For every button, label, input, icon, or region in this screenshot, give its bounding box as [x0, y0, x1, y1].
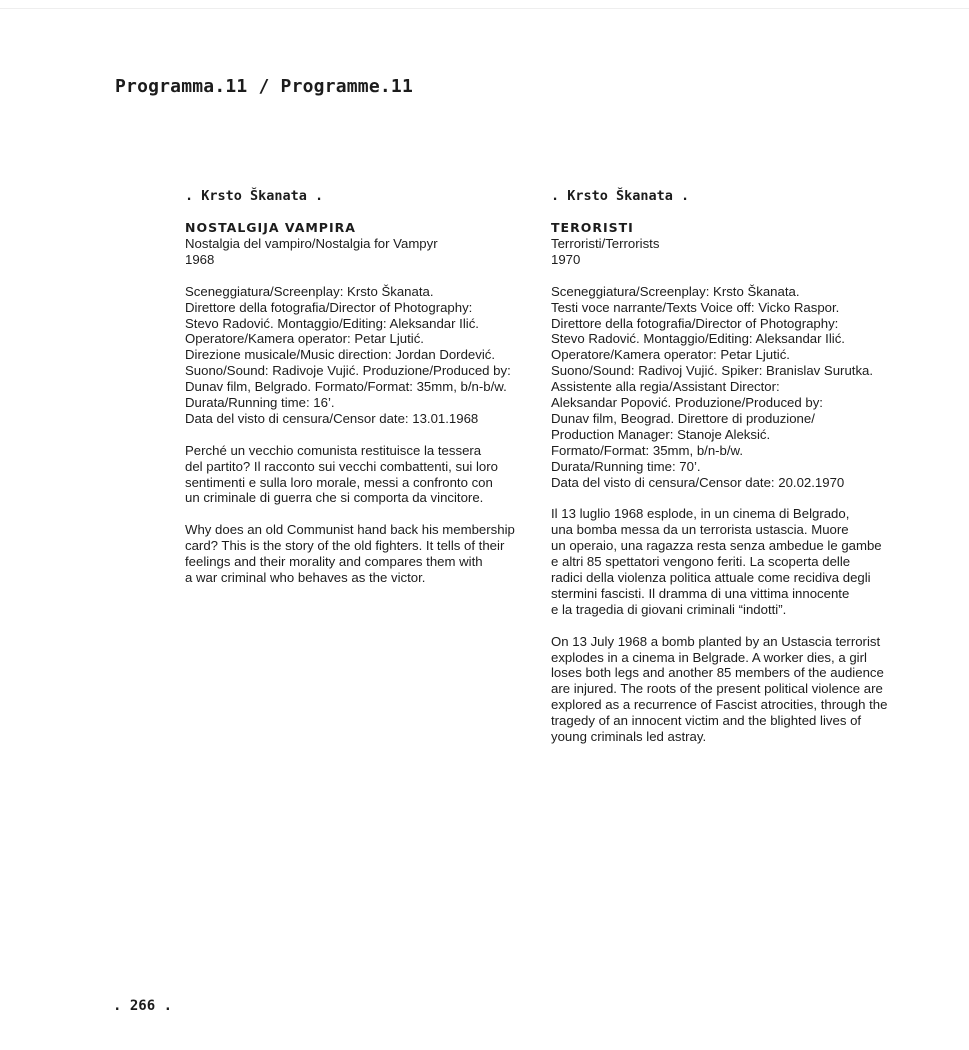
director-name: . Krsto Škanata . — [185, 188, 324, 204]
synopsis-line: Why does an old Communist hand back his membership — [185, 522, 515, 538]
synopsis-line: radici della violenza politica attuale come recidiva degli — [551, 570, 871, 585]
synopsis-line: Perché un vecchio comunista restituisce la tessera — [185, 442, 482, 458]
film-year: 1970 — [551, 251, 581, 267]
synopsis-line: una bomba messa da un terrorista ustascia. Muore — [551, 522, 849, 538]
synopsis-line: are injured. The roots of the present political violence are — [551, 681, 883, 697]
synopsis-english — [551, 634, 911, 745]
film-subtitle: Nostalgia del vampiro/Nostalgia for Vampyr — [185, 236, 438, 251]
synopsis-line: a war criminal who behaves as the victor. — [185, 569, 426, 585]
synopsis-line: Il 13 luglio 1968 esplode, in un cinema di Belgrado, — [551, 506, 850, 522]
page-top-edge — [0, 8, 969, 9]
synopsis-italian — [185, 443, 545, 507]
credit-line: Sceneggiatura/Screenplay: Krsto Škanata. — [185, 283, 434, 299]
credit-line: Sceneggiatura/Screenplay: Krsto Škanata. — [551, 283, 800, 299]
film-title: TERORISTI — [551, 220, 634, 235]
credit-line: Production Manager: Stanoje Aleksić. — [551, 426, 771, 442]
page-title: Programma.11 / Programme.11 — [115, 76, 413, 97]
credits-block — [551, 284, 911, 491]
credit-line: Durata/Running time: 70’. — [551, 458, 701, 474]
credit-line: Stevo Radović. Montaggio/Editing: Aleksandar Ilić. — [551, 331, 845, 347]
synopsis-line: loses both legs and another 85 members of the audience — [551, 665, 884, 681]
credit-line: Operatore/Kamera operator: Petar Ljutić. — [185, 331, 424, 347]
synopsis-line: stermini fascisti. Il dramma di una vittima innocente — [551, 585, 850, 601]
film-year: 1968 — [185, 251, 215, 267]
credit-line: Dunav film, Beograd. Direttore di produzione/ — [551, 410, 815, 426]
credit-line: Stevo Radović. Montaggio/Editing: Aleksandar Ilić. — [185, 315, 479, 331]
synopsis-line: sentimenti e sulla loro morale, messi a confronto con — [185, 474, 493, 490]
synopsis-italian — [551, 506, 911, 617]
director-name: . Krsto Škanata . — [551, 188, 690, 204]
credit-line: Durata/Running time: 16’. — [185, 395, 335, 411]
credit-line: Testi voce narrante/Texts Voice off: Vicko Raspor. — [551, 299, 840, 315]
synopsis-line: On 13 July 1968 a bomb planted by an Ustascia terrorist — [551, 633, 881, 649]
synopsis-line: e la tragedia di giovani criminali “indotti”. — [551, 601, 787, 617]
credit-line: Direttore della fotografia/Director of Photography: — [551, 315, 839, 331]
film-entry-left — [185, 186, 545, 586]
synopsis-line: young criminals led astray. — [551, 729, 707, 745]
film-entry-right — [551, 186, 911, 745]
synopsis-english — [185, 522, 545, 586]
synopsis-line: feelings and their morality and compares them with — [185, 554, 483, 570]
credit-line: Data del visto di censura/Censor date: 13.01.1968 — [185, 410, 479, 426]
synopsis-line: card? This is the story of the old fighters. It tells of their — [185, 538, 505, 554]
credit-line: Data del visto di censura/Censor date: 20.02.1970 — [551, 474, 845, 490]
synopsis-line: explodes in a cinema in Belgrade. A worker dies, a girl — [551, 649, 867, 665]
synopsis-line: explored as a recurrence of Fascist atrocities, through the — [551, 697, 888, 713]
credit-line: Aleksandar Popović. Produzione/Produced by: — [551, 395, 823, 411]
credit-line: Suono/Sound: Radivoj Vujić. Spiker: Branislav Surutka. — [551, 363, 874, 379]
film-subtitle: Terroristi/Terrorists — [551, 236, 660, 251]
synopsis-line: e altri 85 spettatori vengono feriti. La scoperta delle — [551, 554, 851, 570]
page-number: . 266 . — [113, 998, 173, 1014]
credits-block — [185, 284, 545, 427]
credit-line: Direttore della fotografia/Director of Photography: — [185, 299, 473, 315]
film-title: NOSTALGIJA VAMPIRA — [185, 220, 356, 235]
credit-line: Assistente alla regia/Assistant Director: — [551, 379, 780, 395]
synopsis-line: un criminale di guerra che si comporta da vincitore. — [185, 490, 484, 506]
synopsis-line: un operaio, una ragazza resta senza ambedue le gambe — [551, 538, 882, 554]
credit-line: Dunav film, Belgrado. Formato/Format: 35mm, b/n-b/w. — [185, 379, 507, 395]
credit-line: Direzione musicale/Music direction: Jordan Dordević. — [185, 347, 496, 363]
synopsis-line: tragedy of an innocent victim and the blighted lives of — [551, 713, 862, 729]
synopsis-line: del partito? Il racconto sui vecchi combattenti, sui loro — [185, 458, 498, 474]
credit-line: Formato/Format: 35mm, b/n-b/w. — [551, 442, 744, 458]
credit-line: Operatore/Kamera operator: Petar Ljutić. — [551, 347, 790, 363]
credit-line: Suono/Sound: Radivoje Vujić. Produzione/Produced by: — [185, 363, 511, 379]
